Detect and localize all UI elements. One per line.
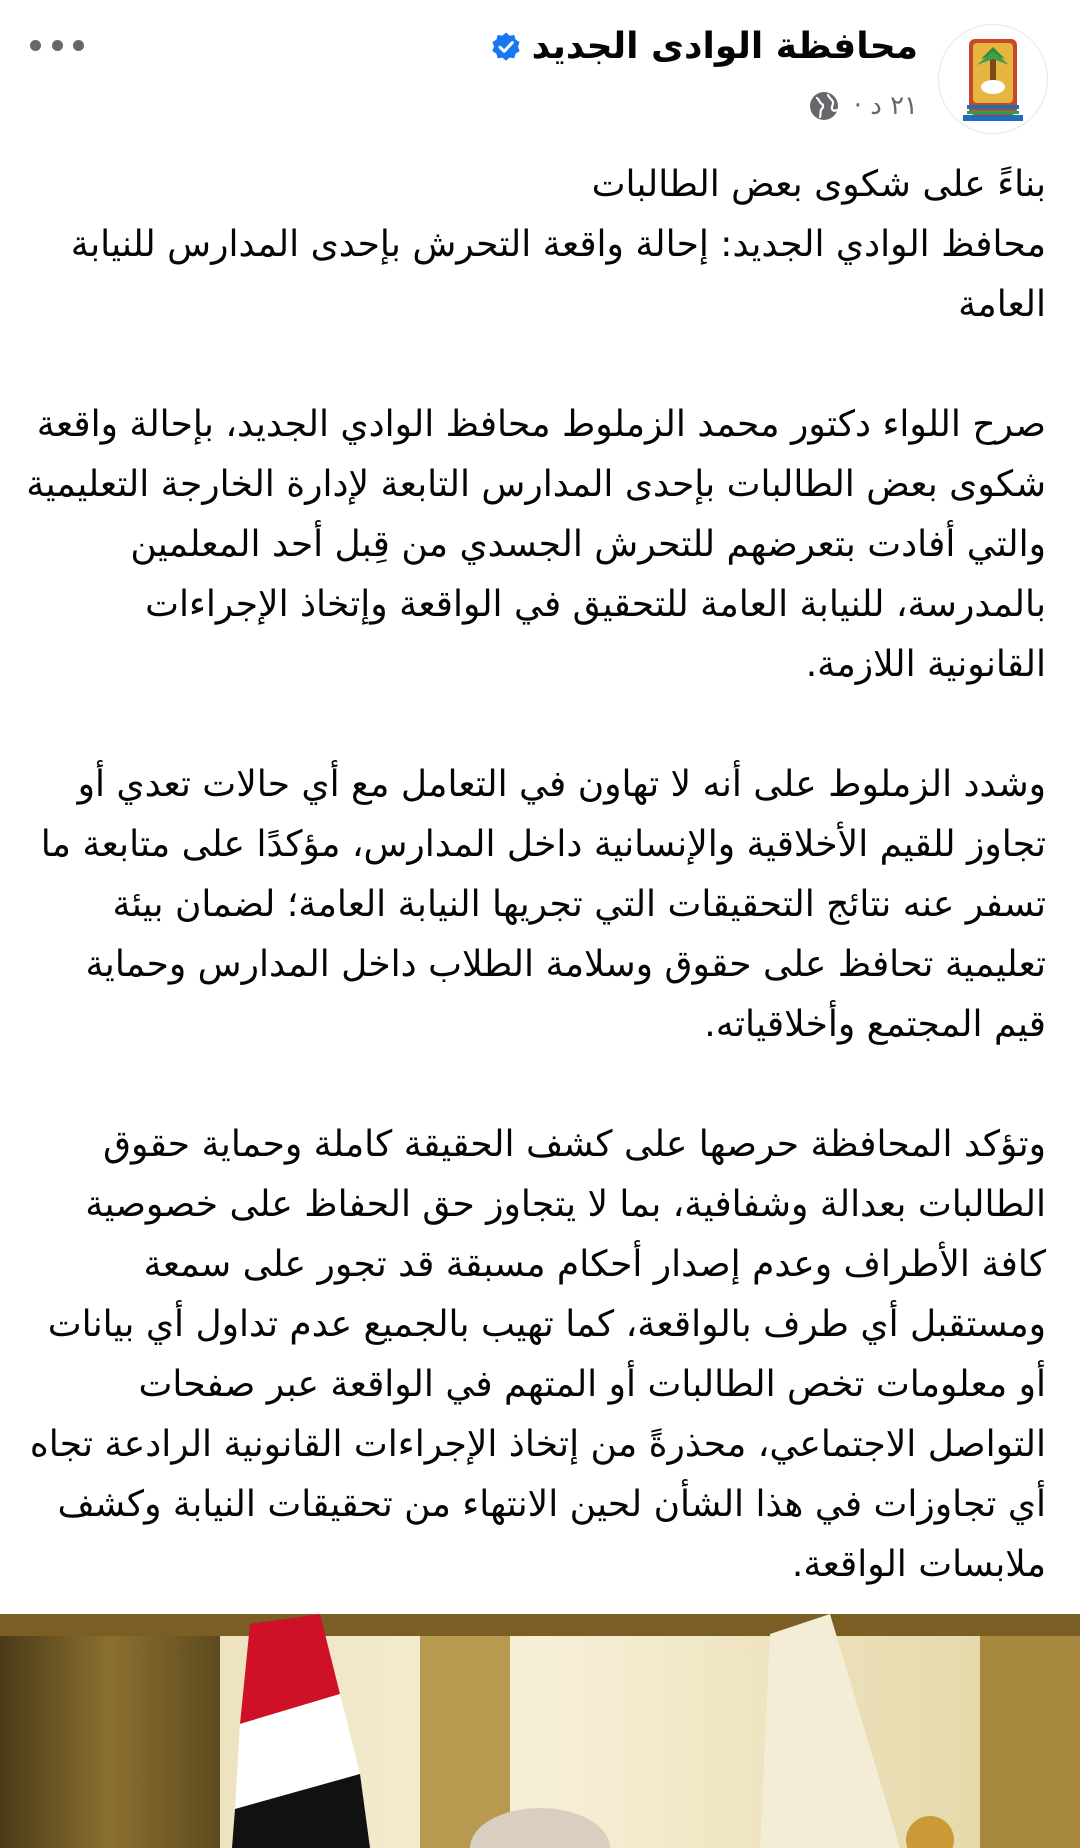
post-header bbox=[0, 0, 1080, 140]
globe-icon bbox=[808, 90, 840, 122]
headline-line-1: بناءً على شكوى بعض الطالبات bbox=[591, 164, 1046, 205]
post-meta bbox=[808, 86, 918, 126]
post-time[interactable]: ٢١ د · bbox=[853, 91, 918, 121]
post-paragraph-3: وتؤكد المحافظة حرصها على كشف الحقيقة كاملة وحماية حقوق الطالبات بعدالة وشفافية، بما لا يتجاوز حق الحفاظ على خصوصية كافة الأطراف وعدم إصدار أحكام مسبقة قد تجور على سمعة ومستقبل أي طرف بالواقعة، كما تهيب بالجميع عدم تداول أي بيانات أو معلومات تخص الطالبات أو المتهم في الواقعة عبر صفحات التواصل الاجتماعي، محذرةً من إتخاذ الإجراءات القانونية الرادعة تجاه أي تجاوزات في هذا الشأن لحين الانتهاء من تحقيقات النيابة وكشف ملابسات الواقعة. bbox=[29, 1124, 1046, 1585]
more-dot bbox=[73, 40, 84, 51]
more-dot bbox=[52, 40, 63, 51]
post-paragraph-2: وشدد الزملوط على أنه لا تهاون في التعامل مع أي حالات تعدي أو تجاوز للقيم الأخلاقية والإنسانية داخل المدارس، مؤكدًا على متابعة ما تسفر عنه نتائج التحقيقات التي تجريها النيابة العامة؛ لضمان بيئة تعليمية تحافظ على حقوق وسلامة الطلاب داخل المدارس وحماية قيم المجتمع وأخلاقياته. bbox=[40, 764, 1046, 1045]
headline-line-2: محافظ الوادي الجديد: إحالة واقعة التحرش بإحدى المدارس للنيابة العامة bbox=[70, 224, 1046, 325]
more-dot bbox=[30, 40, 41, 51]
page-name[interactable]: محافظة الوادى الجديد bbox=[531, 26, 918, 67]
post-headline bbox=[26, 155, 1046, 335]
verified-badge-icon bbox=[490, 31, 522, 63]
page-avatar[interactable] bbox=[938, 24, 1048, 134]
page-name-row[interactable] bbox=[490, 20, 918, 74]
governorate-logo bbox=[939, 25, 1047, 133]
tassel-row bbox=[0, 1614, 1080, 1636]
photo-scene bbox=[0, 1614, 1080, 1848]
post-body bbox=[26, 155, 1046, 1655]
more-options-icon[interactable] bbox=[30, 30, 84, 60]
post-photo[interactable] bbox=[0, 1614, 1080, 1848]
post-paragraph-1: صرح اللواء دكتور محمد الزملوط محافظ الوادي الجديد، بإحالة واقعة شكوى بعض الطالبات بإحدى المدارس التابعة لإدارة الخارجة التعليمية والتي أفادت بتعرضهم للتحرش الجسدي من قِبل أحد المعلمين بالمدرسة، للنيابة العامة للتحقيق في الواقعة وإتخاذ الإجراءات القانونية اللازمة. bbox=[26, 404, 1046, 685]
